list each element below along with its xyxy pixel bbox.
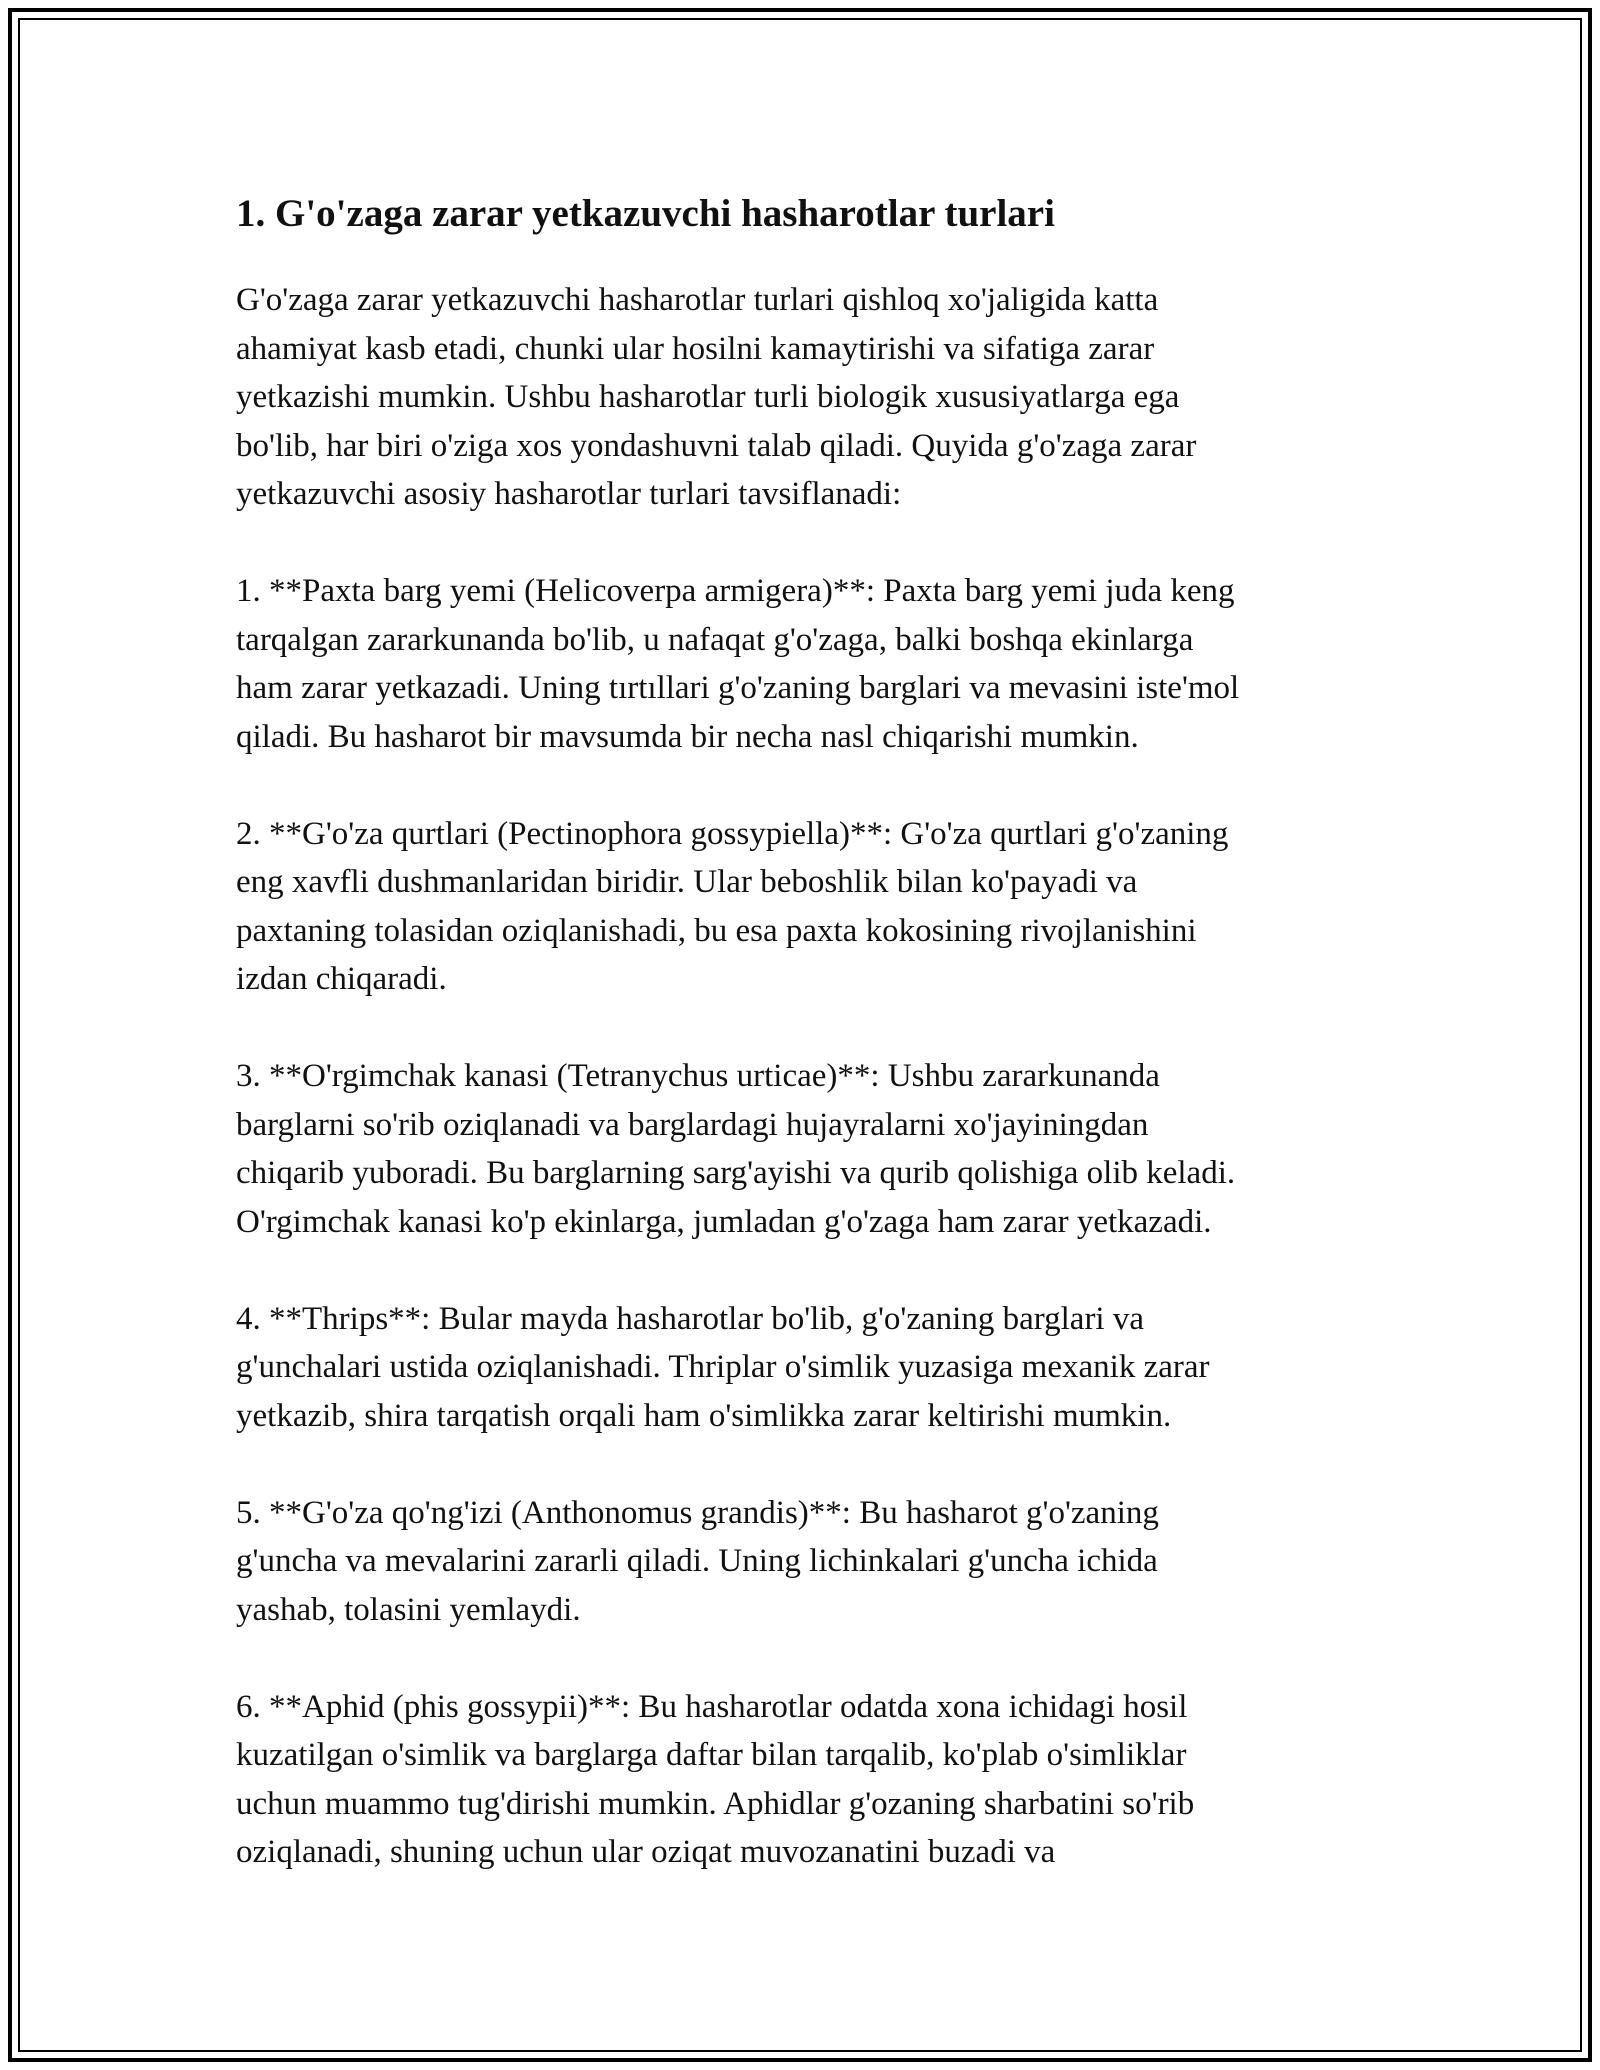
paragraph-spacer [236,1634,1366,1683]
paragraph-spacer [236,1246,1366,1295]
paragraph-spacer [236,1004,1366,1053]
document-body [236,184,1366,1877]
paragraph-spacer [236,519,1366,568]
section-title: 1. G'o'zaga zarar yetkazuvchi hasharotlar turlari [236,192,1055,235]
list-item-1: 1. **Paxta barg yemi (Helicoverpa armigera)**: Paxta barg yemi juda keng tarqalgan zararkunanda bo'lib, u nafaqat g'o'zaga, balki boshqa ekinlarga ham zarar yetkazadi. Uning tırtıllari g'o'zaning barglari va mevasini iste'mol qiladi. Bu hasharot bir mavsumda bir necha nasl chiqarishi mumkin. [236,573,1240,755]
list-item-4: 4. **Thrips**: Bular mayda hasharotlar bo'lib, g'o'zaning barglari va g'unchalari ustida oziqlanishadi. Thriplar o'simlik yuzasiga mexanik zarar yetkazib, shira tarqatish orqali ham o'simlikka zarar keltirishi mumkin. [236,1300,1210,1434]
intro-paragraph: G'o'zaga zarar yetkazuvchi hasharotlar turlari qishloq xo'jaligida katta ahamiyat kasb etadi, chunki ular hosilni kamaytirishi va sifatiga zarar yetkazishi mumkin. Ushbu hasharotlar turli biologik xususiyatlarga ega bo'lib, har biri o'ziga xos yondashuvni talab qiladi. Quyida g'o'zaga zarar yetkazuvchi asosiy hasharotlar turlari tavsiflanadi: [236,282,1197,512]
paragraph-spacer [236,1440,1366,1489]
list-item-5: 5. **G'o'za qo'ng'izi (Anthonomus grandis)**: Bu hasharot g'o'zaning g'uncha va mevalarini zararli qiladi. Uning lichinkalari g'uncha ichida yashab, tolasini yemlaydi. [236,1494,1159,1628]
paragraph-spacer [236,761,1366,810]
list-item-6: 6. **Aphid (phis gossypii)**: Bu hasharotlar odatda xona ichidagi hosil kuzatilgan o'simlik va barglarga daftar bilan tarqalib, ko'plab o'simliklar uchun muammo tug'dirishi mumkin. Aphidlar g'ozaning sharbatini so'rib oziqlanadi, shuning uchun ular oziqat muvozanatini buzadi va [236,1688,1195,1870]
list-item-2: 2. **G'o'za qurtlari (Pectinophora gossypiella)**: G'o'za qurtlari g'o'zaning eng xavfli dushmanlaridan biridir. Ular beboshlik bilan ko'payadi va paxtaning tolasidan oziqlanishadi, bu esa paxta kokosining rivojlanishini izdan chiqaradi. [236,815,1229,997]
list-item-3: 3. **O'rgimchak kanasi (Tetranychus urticae)**: Ushbu zararkunanda barglarni so'rib oziqlanadi va barglardagi hujayralarni xo'jayiningdan chiqarib yuboradi. Bu barglarning sarg'ayishi va qurib qolishiga olib keladi. O'rgimchak kanasi ko'p ekinlarga, jumladan g'o'zaga ham zarar yetkazadi. [236,1058,1236,1240]
